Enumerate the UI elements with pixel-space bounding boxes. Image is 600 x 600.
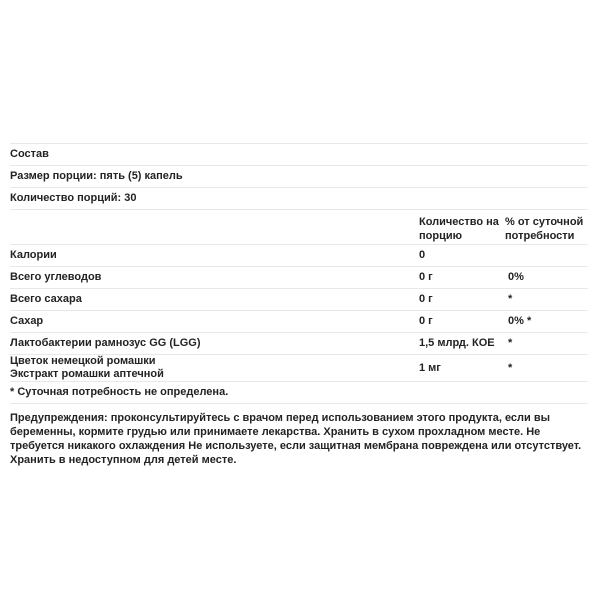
serving-size-text: Размер порции: пять (5) капель [10,169,183,182]
nutrient-amount: 0 г [419,292,433,305]
nutrient-name-line1: Цветок немецкой ромашки [10,354,156,367]
table-header-row [10,210,588,245]
daily-value-column-header: % от суточной потребности [505,216,584,243]
nutrient-name: Лактобактерии рамнозус GG (LGG) [10,336,201,349]
nutrient-dv: * [508,361,513,374]
warnings-paragraph: Предупреждения: проконсультируйтесь с врачом перед использованием этого продукта, если вы беременны, кормите грудью или принимаете лекарства. Хранить в сухом прохладном месте. Не требуется никакого охлаждения Не используете, если защитная мембрана повреждена или отсутствует. Хранить в недоступном для детей месте. [10,411,582,467]
nutrient-row-total-sugars [10,289,588,311]
nutrient-row-lactobacillus [10,333,588,355]
nutrient-amount: 1 мг [419,361,441,374]
composition-title-row [10,144,588,166]
nutrient-name-line2: Экстракт ромашки аптечной [10,367,164,380]
nutrient-amount: 1,5 млрд. КОЕ [419,336,495,349]
nutrient-name: Всего углеводов [10,270,102,283]
nutrient-amount: 0 г [419,270,433,283]
nutrient-amount: 0 [419,248,426,261]
nutrient-dv: 0% [508,270,524,283]
nutrient-name: Всего сахара [10,292,82,305]
supplement-facts-label [10,143,588,467]
nutrient-dv: * [508,292,513,305]
nutrient-row-total-carbs [10,267,588,289]
footnote-text: * Суточная потребность не определена. [10,385,229,398]
amount-column-header: Количество на порцию [419,216,499,243]
nutrient-name: Сахар [10,314,44,327]
composition-title: Состав [10,147,49,160]
nutrient-name [10,355,419,381]
serving-size-row [10,166,588,188]
nutrient-name: Калории [10,248,57,261]
servings-count-text: Количество порций: 30 [10,191,137,204]
servings-count-row [10,188,588,210]
nutrient-row-chamomile [10,355,588,382]
nutrient-amount: 0 г [419,314,433,327]
footnote-row [10,382,588,404]
nutrient-dv: 0% * [508,314,532,327]
nutrient-dv: * [508,336,513,349]
nutrient-row-calories [10,245,588,267]
nutrient-row-sugar [10,311,588,333]
